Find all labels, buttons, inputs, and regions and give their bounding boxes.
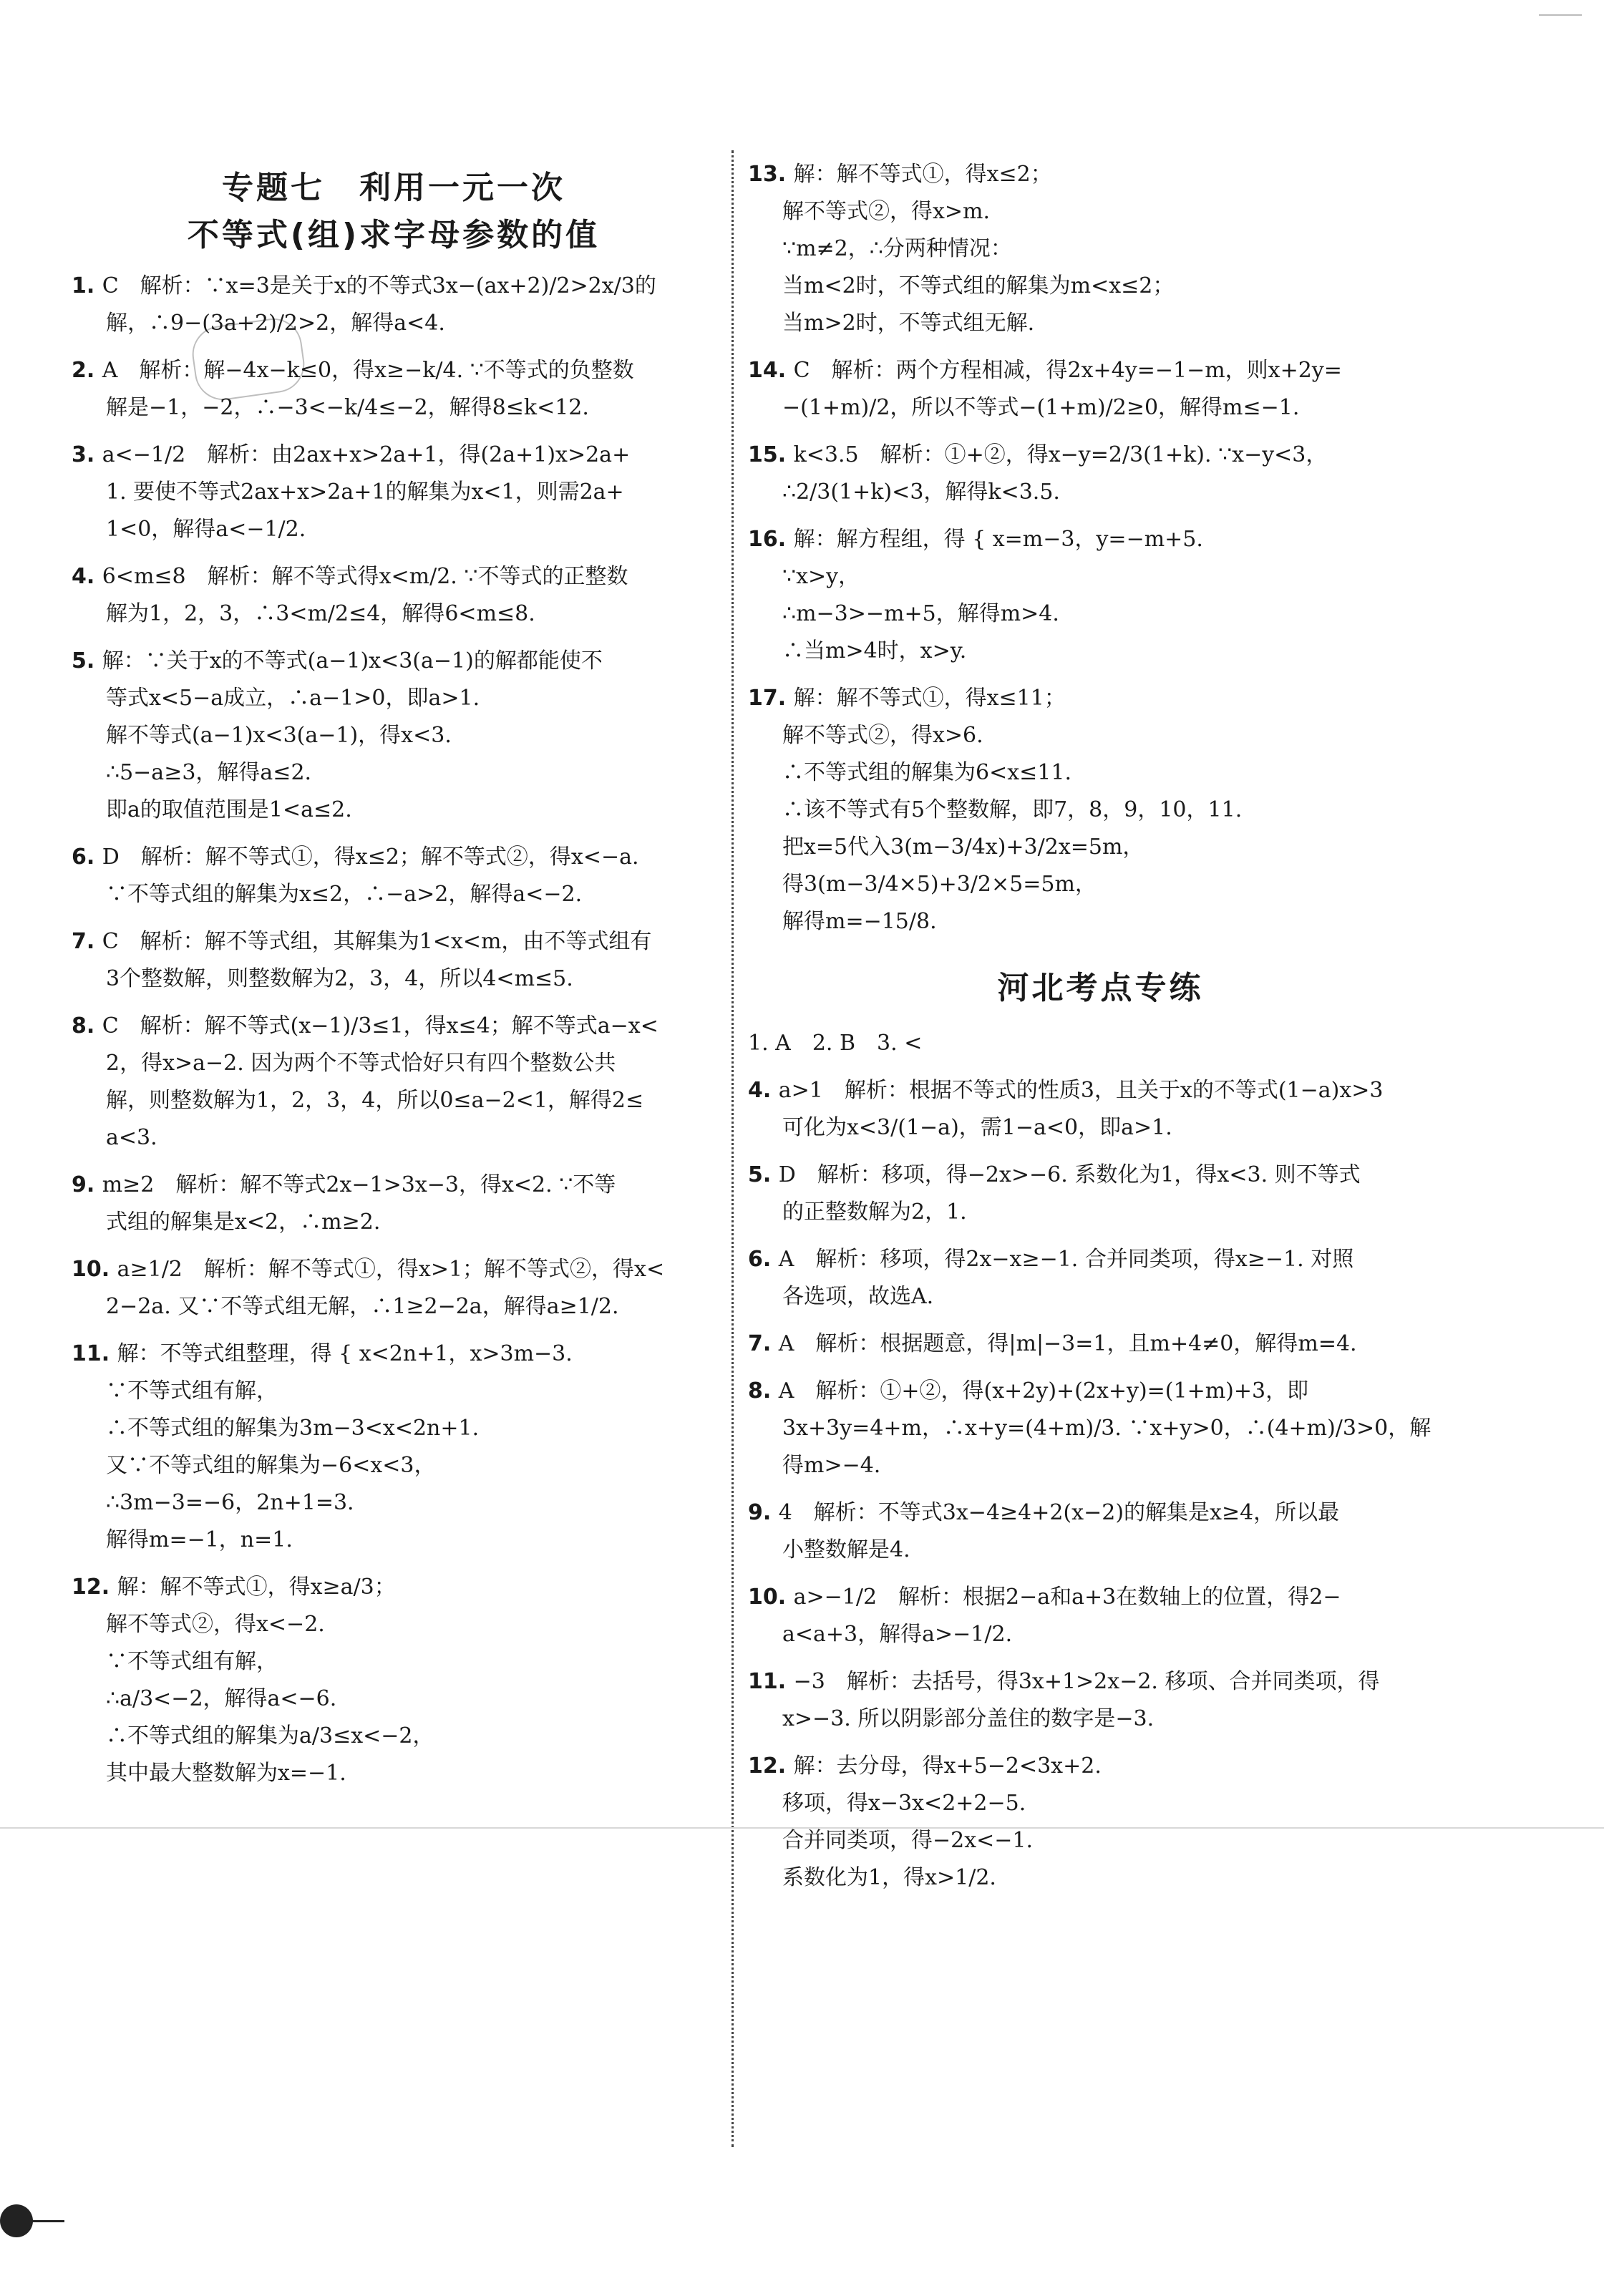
answer-text: ∴不等式组的解集为a/3≤x<−2， xyxy=(106,1723,434,1748)
answer-item xyxy=(748,1025,1453,1062)
answer-line xyxy=(748,521,1453,558)
answer-line xyxy=(72,1569,716,1606)
item-number: 16. xyxy=(748,527,794,552)
answer-line xyxy=(72,305,716,342)
answer-line xyxy=(748,1373,1453,1410)
answer-item xyxy=(748,1072,1453,1147)
answer-item xyxy=(72,643,716,829)
answer-line xyxy=(72,1447,716,1484)
answer-text: 解不等式(a−1)x<3(a−1)，得x<3. xyxy=(106,723,452,748)
answer-item xyxy=(748,1748,1453,1897)
answer-text: ∵不等式组有解， xyxy=(106,1378,278,1404)
left-answer-list xyxy=(72,268,716,1792)
answer-line xyxy=(748,1616,1453,1653)
answer-text: ∴不等式组的解集为6<x≤11. xyxy=(782,760,1071,785)
answer-text: ∴2/3(1+k)<3，解得k<3.5. xyxy=(782,480,1060,505)
answer-text: ∵不等式组的解集为x≤2，∴−a>2，解得a<−2. xyxy=(106,882,583,907)
answer-text: 得m>−4. xyxy=(782,1453,881,1478)
item-number: 2. xyxy=(72,358,102,383)
item-number: 14. xyxy=(748,358,794,383)
answer-line xyxy=(748,633,1453,670)
answer-line xyxy=(748,1447,1453,1484)
answer-text: 移项，得x−3x<2+2−5. xyxy=(782,1791,1026,1816)
answer-item xyxy=(748,1373,1453,1484)
answer-line xyxy=(72,717,716,754)
answer-text: 解得m=−1，n=1. xyxy=(106,1527,293,1552)
answer-item xyxy=(748,680,1453,940)
section2-title-block xyxy=(748,965,1453,1012)
answer-text: 解：解不等式①，得x≥a/3； xyxy=(117,1575,396,1600)
answer-line xyxy=(72,1008,716,1045)
section-title-line-1: 专题七 利用一元一次 xyxy=(222,170,565,206)
item-number: 15. xyxy=(748,442,794,467)
answer-text: a>−1/2 解析：根据2−a和a+3在数轴上的位置，得2− xyxy=(793,1585,1341,1610)
answer-line xyxy=(72,268,716,305)
answer-item xyxy=(72,1167,716,1241)
answer-line xyxy=(748,1157,1453,1194)
answer-line xyxy=(72,389,716,427)
answer-line xyxy=(72,511,716,548)
answer-text: 解是−1，−2，∴−3<−k/4≤−2，解得8≤k<12. xyxy=(106,395,589,420)
answer-line xyxy=(748,595,1453,633)
answer-text: ∴m−3>−m+5，解得m>4. xyxy=(782,601,1059,626)
right-answer-list-b xyxy=(748,1025,1453,1897)
answer-text: 解不等式②，得x>m. xyxy=(782,199,991,224)
item-number: 13. xyxy=(748,162,794,187)
item-number: 12. xyxy=(72,1575,117,1600)
answer-text: 式组的解集是x<2，∴m≥2. xyxy=(106,1210,381,1235)
answer-text: 1. A 2. B 3. < xyxy=(748,1031,923,1056)
answer-line xyxy=(748,1822,1453,1859)
answer-line xyxy=(748,352,1453,389)
answer-text: ∴3m−3=−6，2n+1=3. xyxy=(106,1490,354,1515)
answer-line xyxy=(72,352,716,389)
answer-text: A 解析：解−4x−k≤0，得x≥−k/4. ∵不等式的负整数 xyxy=(102,358,634,383)
answer-item xyxy=(72,1251,716,1325)
answer-text: ∵不等式组有解， xyxy=(106,1649,278,1674)
answer-text: x>−3. 所以阴影部分盖住的数字是−3. xyxy=(782,1706,1155,1731)
answer-line xyxy=(72,643,716,680)
answer-text: a<−1/2 解析：由2ax+x>2a+1，得(2a+1)x>2a+ xyxy=(102,442,631,467)
answer-item xyxy=(748,1241,1453,1315)
answer-item xyxy=(748,352,1453,427)
item-number: 10. xyxy=(748,1585,794,1610)
answer-text: 解：不等式组整理，得 { x<2n+1，x>3m−3. xyxy=(117,1341,573,1366)
answer-line xyxy=(72,1606,716,1643)
answer-line xyxy=(748,1663,1453,1701)
item-number: 6. xyxy=(748,1247,779,1272)
answer-item xyxy=(72,923,716,998)
section2-title: 河北考点专练 xyxy=(997,970,1204,1006)
answer-item xyxy=(72,437,716,548)
answer-text: 系数化为1，得x>1/2. xyxy=(782,1865,996,1890)
answer-line xyxy=(72,1410,716,1447)
answer-text: 把x=5代入3(m−3/4x)+3/2x=5m， xyxy=(782,835,1144,860)
answer-line xyxy=(748,1278,1453,1315)
item-number: 7. xyxy=(748,1331,779,1356)
answer-text: 1. 要使不等式2ax+x>2a+1的解集为x<1，则需2a+ xyxy=(106,480,624,505)
answer-line xyxy=(748,1109,1453,1147)
answer-text: a>1 解析：根据不等式的性质3，且关于x的不等式(1−a)x>3 xyxy=(778,1078,1384,1103)
answer-text: ∴不等式组的解集为3m−3<x<2n+1. xyxy=(106,1416,480,1441)
answer-item xyxy=(72,1008,716,1157)
answer-line xyxy=(72,1082,716,1119)
item-number: 6. xyxy=(72,845,102,870)
answer-line xyxy=(72,1718,716,1755)
answer-line xyxy=(72,1680,716,1718)
answer-line xyxy=(748,437,1453,474)
item-number: 3. xyxy=(72,442,102,467)
answer-text: D 解析：移项，得−2x>−6. 系数化为1，得x<3. 则不等式 xyxy=(778,1162,1361,1187)
answer-text: A 解析：①+②，得(x+2y)+(2x+y)=(1+m)+3，即 xyxy=(778,1378,1309,1404)
item-number: 8. xyxy=(72,1013,102,1038)
answer-line xyxy=(72,754,716,792)
answer-line xyxy=(748,1748,1453,1785)
answer-text: D 解析：解不等式①，得x≤2；解不等式②，得x<−a. xyxy=(102,845,639,870)
answer-line xyxy=(72,1643,716,1680)
answer-item xyxy=(748,521,1453,670)
answer-text: 解为1，2，3，∴3<m/2≤4，解得6<m≤8. xyxy=(106,601,535,626)
column-divider xyxy=(731,150,734,2147)
answer-item xyxy=(72,352,716,427)
answer-text: −3 解析：去括号，得3x+1>2x−2. 移项、合并同类项，得 xyxy=(793,1669,1380,1694)
answer-item xyxy=(72,1336,716,1559)
answer-line xyxy=(72,1522,716,1559)
answer-text: 合并同类项，得−2x<−1. xyxy=(782,1828,1034,1853)
answer-text: a<a+3，解得a>−1/2. xyxy=(782,1622,1013,1647)
answer-text: 小整数解是4. xyxy=(782,1537,910,1562)
item-number: 12. xyxy=(748,1753,794,1779)
answer-text: 又∵不等式组的解集为−6<x<3， xyxy=(106,1453,436,1478)
answer-line xyxy=(72,839,716,876)
answer-text: 可化为x<3/(1−a)，需1−a<0，即a>1. xyxy=(782,1115,1172,1140)
answer-line xyxy=(748,558,1453,595)
item-number: 4. xyxy=(72,564,102,589)
answer-line xyxy=(748,717,1453,754)
answer-item xyxy=(72,1569,716,1792)
answer-line xyxy=(748,1859,1453,1897)
answer-text: 解：解方程组，得 { x=m−3，y=−m+5. xyxy=(793,527,1203,552)
answer-line xyxy=(748,792,1453,829)
item-number: 5. xyxy=(748,1162,779,1187)
answer-text: C 解析：解不等式(x−1)/3≤1，得x≤4；解不等式a−x< xyxy=(102,1013,658,1038)
answer-line xyxy=(72,1119,716,1157)
item-number: 10. xyxy=(72,1257,117,1282)
answer-text: 2−2a. 又∵不等式组无解，∴1≥2−2a，解得a≥1/2. xyxy=(106,1294,619,1319)
answer-line xyxy=(748,866,1453,903)
answer-text: 解不等式②，得x<−2. xyxy=(106,1612,325,1637)
right-answer-list-a xyxy=(748,156,1453,940)
answer-text: C 解析：两个方程相减，得2x+4y=−1−m，则x+2y= xyxy=(793,358,1342,383)
answer-line xyxy=(748,680,1453,717)
item-number: 17. xyxy=(748,686,794,711)
answer-text: 解不等式②，得x>6. xyxy=(782,723,983,748)
answer-line xyxy=(72,1484,716,1522)
answer-item xyxy=(748,1663,1453,1738)
item-number: 8. xyxy=(748,1378,779,1404)
answer-line xyxy=(72,680,716,717)
answer-text: ∴当m>4时，x>y. xyxy=(782,638,967,663)
answer-text: ∴5−a≥3，解得a≤2. xyxy=(106,760,312,785)
answer-item xyxy=(748,1579,1453,1653)
answer-line xyxy=(72,923,716,960)
section-title xyxy=(72,165,716,259)
answer-line xyxy=(748,1325,1453,1363)
answer-line xyxy=(748,1025,1453,1062)
answer-line xyxy=(748,1410,1453,1447)
answer-line xyxy=(72,1167,716,1204)
answer-line xyxy=(748,1194,1453,1231)
answer-text: 得3(m−3/4×5)+3/2×5=5m， xyxy=(782,872,1097,897)
answer-item xyxy=(748,437,1453,511)
answer-line xyxy=(748,1072,1453,1109)
answer-line xyxy=(748,1532,1453,1569)
item-number: 11. xyxy=(72,1341,117,1366)
item-number: 11. xyxy=(748,1669,794,1694)
answer-text: 等式x<5−a成立，∴a−1>0，即a>1. xyxy=(106,686,480,711)
answer-line xyxy=(748,268,1453,305)
answer-item xyxy=(72,268,716,342)
answer-text: 2，得x>a−2. 因为两个不等式恰好只有四个整数公共 xyxy=(106,1051,616,1076)
answer-text: ∵x>y， xyxy=(782,564,860,589)
answer-text: 解得m=−15/8. xyxy=(782,909,937,934)
answer-line xyxy=(72,1251,716,1288)
answer-item xyxy=(72,839,716,913)
page-number-line xyxy=(21,2220,64,2222)
answer-text: 解：解不等式①，得x≤2； xyxy=(793,162,1052,187)
answer-line xyxy=(72,960,716,998)
answer-text: C 解析：∵x=3是关于x的不等式3x−(ax+2)/2>2x/3的 xyxy=(102,273,656,298)
answer-text: a≥1/2 解析：解不等式①，得x>1；解不等式②，得x< xyxy=(117,1257,665,1282)
answer-line xyxy=(748,389,1453,427)
answer-text: 6<m≤8 解析：解不等式得x<m/2. ∵不等式的正整数 xyxy=(102,564,628,589)
answer-line xyxy=(72,1288,716,1325)
answer-text: 解，∴9−(3a+2)/2>2，解得a<4. xyxy=(106,311,445,336)
left-column xyxy=(72,157,716,1802)
answer-item xyxy=(748,156,1453,342)
answer-line xyxy=(72,1373,716,1410)
answer-item xyxy=(748,1157,1453,1231)
section-title-line-2: 不等式(组)求字母参数的值 xyxy=(187,217,601,253)
answer-text: 当m<2时，不等式组的解集为m<x≤2； xyxy=(782,273,1175,298)
answer-text: 4 解析：不等式3x−4≥4+2(x−2)的解集是x≥4，所以最 xyxy=(778,1500,1340,1525)
answer-text: 3x+3y=4+m，∴x+y=(4+m)/3. ∵x+y>0，∴(4+m)/3>0，解 xyxy=(782,1416,1432,1441)
item-number: 9. xyxy=(748,1500,779,1525)
answer-text: ∴该不等式有5个整数解，即7，8，9，10，11. xyxy=(782,797,1243,822)
answer-line xyxy=(72,595,716,633)
answer-line xyxy=(748,1241,1453,1278)
answer-text: 其中最大整数解为x=−1. xyxy=(106,1761,346,1786)
answer-line xyxy=(748,903,1453,940)
answer-line xyxy=(72,1045,716,1082)
corner-mark xyxy=(1539,14,1582,16)
answer-line xyxy=(748,1701,1453,1738)
answer-line xyxy=(748,1494,1453,1532)
answer-text: m≥2 解析：解不等式2x−1>3x−3，得x<2. ∵不等 xyxy=(102,1172,616,1197)
answer-line xyxy=(748,1785,1453,1822)
answer-line xyxy=(72,558,716,595)
answer-item xyxy=(72,558,716,633)
answer-line xyxy=(748,474,1453,511)
answer-line xyxy=(748,305,1453,342)
answer-text: k<3.5 解析：①+②，得x−y=2/3(1+k). ∵x−y<3， xyxy=(793,442,1328,467)
answer-line xyxy=(72,1204,716,1241)
answer-text: 1<0，解得a<−1/2. xyxy=(106,517,306,542)
answer-text: 3个整数解，则整数解为2，3，4，所以4<m≤5. xyxy=(106,966,573,991)
answer-text: ∴a/3<−2，解得a<−6. xyxy=(106,1686,337,1711)
answer-text: 当m>2时，不等式组无解. xyxy=(782,311,1035,336)
answer-line xyxy=(72,437,716,474)
answer-text: C 解析：解不等式组，其解集为1<x<m，由不等式组有 xyxy=(102,929,652,954)
answer-item xyxy=(748,1494,1453,1569)
answer-text: 解：解不等式①，得x≤11； xyxy=(793,686,1066,711)
item-number: 5. xyxy=(72,648,102,673)
answer-line xyxy=(72,792,716,829)
item-number: 9. xyxy=(72,1172,102,1197)
answer-text: 解，则整数解为1，2，3，4，所以0≤a−2<1，解得2≤ xyxy=(106,1088,644,1113)
answer-line xyxy=(748,156,1453,193)
answer-text: ∵m≠2，∴分两种情况： xyxy=(782,236,1012,261)
item-number: 4. xyxy=(748,1078,779,1103)
answer-line xyxy=(72,1336,716,1373)
answer-line xyxy=(748,193,1453,230)
answer-text: 的正整数解为2，1. xyxy=(782,1200,967,1225)
answer-text: A 解析：根据题意，得|m|−3=1，且m+4≠0，解得m=4. xyxy=(778,1331,1357,1356)
answer-text: a<3. xyxy=(106,1125,157,1150)
answer-item xyxy=(748,1325,1453,1363)
answer-text: 即a的取值范围是1<a≤2. xyxy=(106,797,352,822)
item-number: 1. xyxy=(72,273,102,298)
answer-line xyxy=(748,1579,1453,1616)
answer-line xyxy=(748,230,1453,268)
answer-line xyxy=(72,1755,716,1792)
answer-text: A 解析：移项，得2x−x≥−1. 合并同类项，得x≥−1. 对照 xyxy=(778,1247,1354,1272)
answer-line xyxy=(748,829,1453,866)
answer-text: 解：去分母，得x+5−2<3x+2. xyxy=(793,1753,1102,1779)
answer-line xyxy=(72,474,716,511)
answer-line xyxy=(72,876,716,913)
answer-text: 解：∵关于x的不等式(a−1)x<3(a−1)的解都能使不 xyxy=(102,648,603,673)
answer-text: −(1+m)/2，所以不等式−(1+m)/2≥0，解得m≤−1. xyxy=(782,395,1300,420)
answer-line xyxy=(748,754,1453,792)
right-column xyxy=(748,156,1453,1907)
item-number: 7. xyxy=(72,929,102,954)
answer-text: 各选项，故选A. xyxy=(782,1284,934,1309)
